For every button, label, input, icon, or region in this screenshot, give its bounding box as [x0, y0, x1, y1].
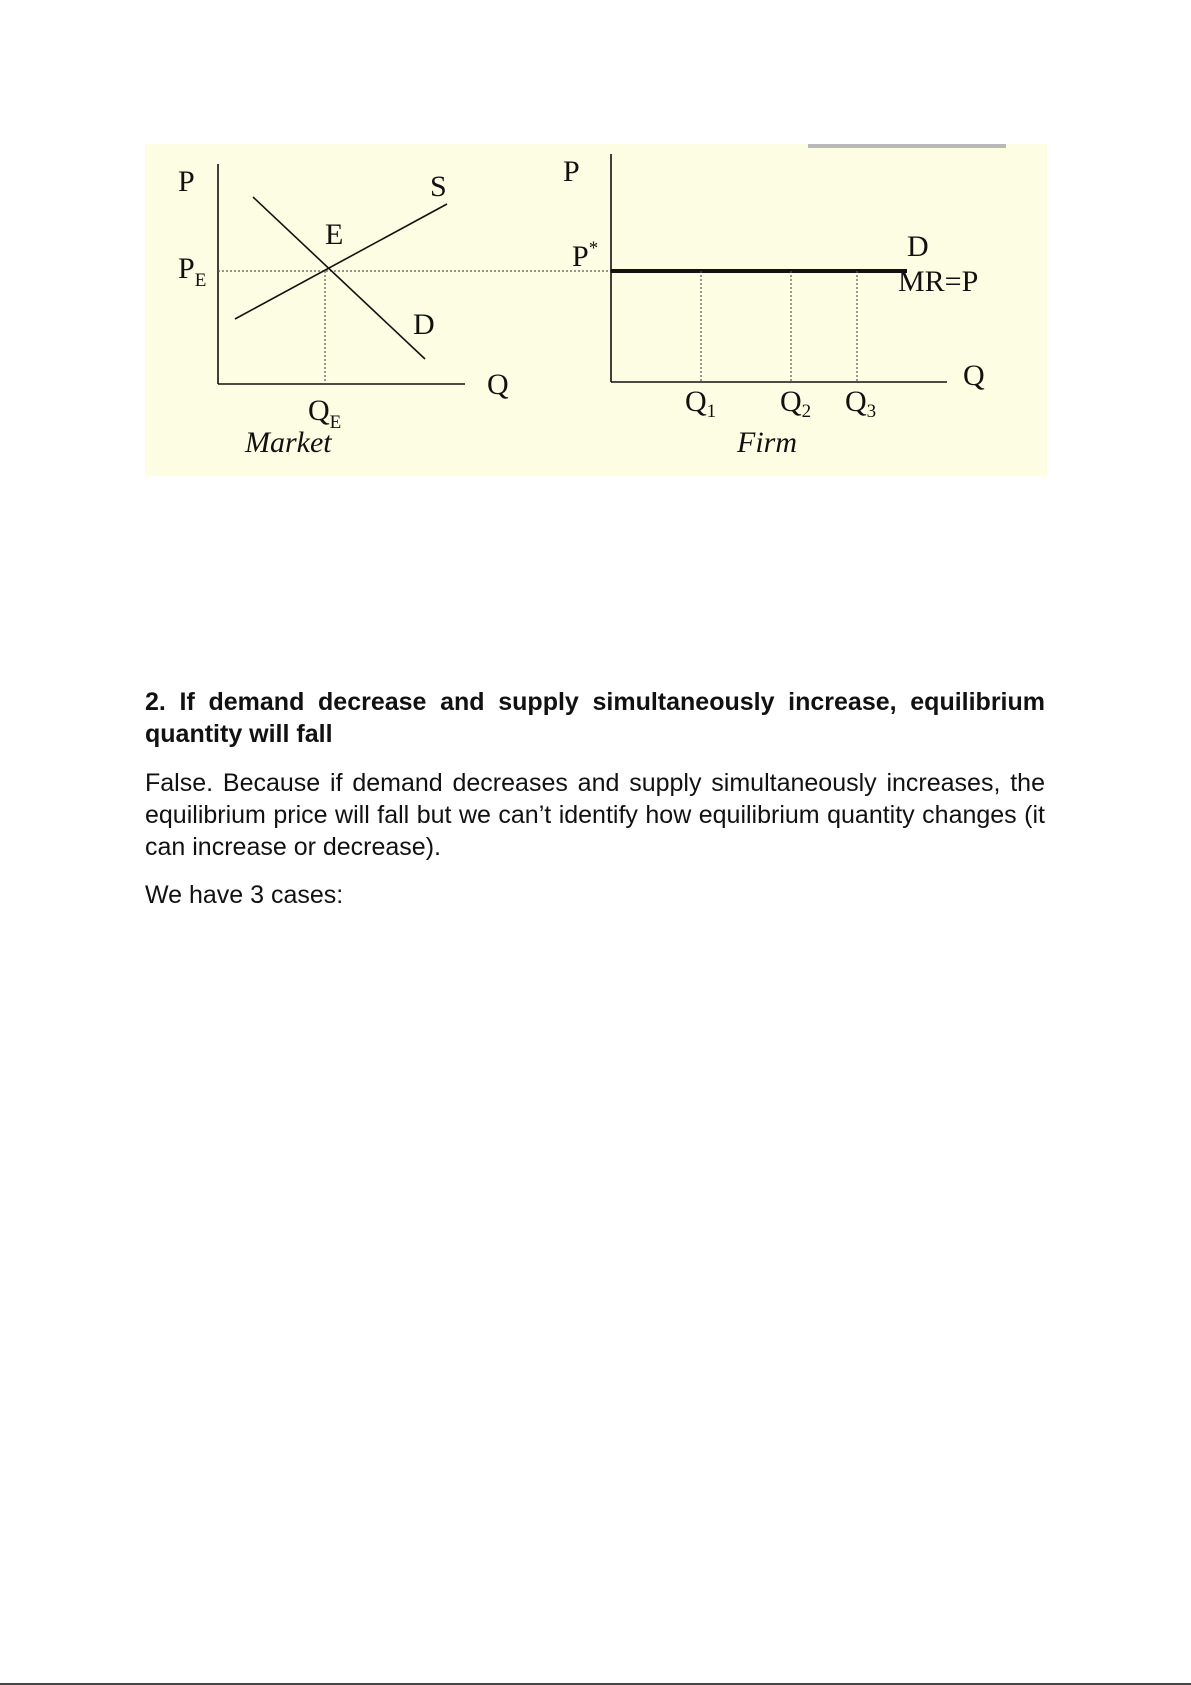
firm-demand-label: D — [907, 230, 929, 263]
market-firm-figure — [145, 144, 1047, 475]
market-qty-label: $Q_E$ — [308, 394, 342, 433]
market-supply-label: S — [430, 170, 447, 203]
market-demand-label: D — [413, 308, 435, 341]
firm-q3-label: $Q_3$ — [845, 385, 877, 422]
answer-paragraph: False. Because if demand decreases and supply simultaneously increases, the equilibrium price will fall but we can’t identify how equilibrium quantity changes (it can increase or decrease). — [145, 769, 1045, 861]
section-heading: 2. If demand decrease and supply simultaneously increase, equilibrium quantity will fall — [145, 688, 1045, 748]
market-firm-diagram — [145, 144, 1047, 475]
firm-mr-label: MR=P — [898, 265, 979, 298]
firm-p-axis-label: P — [563, 155, 580, 188]
firm-panel — [563, 154, 985, 459]
firm-q2-label: $Q_2$ — [780, 385, 812, 422]
market-p-axis-label: P — [178, 165, 195, 198]
firm-q-axis-label: Q — [963, 359, 985, 392]
market-caption: Market — [245, 426, 332, 459]
cases-intro: We have 3 cases: — [145, 881, 344, 909]
market-panel — [178, 164, 615, 459]
market-price-label: $P_E$ — [178, 252, 207, 291]
firm-price-label: P* — [572, 238, 599, 273]
firm-caption: Firm — [737, 426, 797, 459]
market-eq-label: E — [325, 218, 344, 251]
market-q-axis-label: Q — [487, 368, 509, 401]
scroll-indicator — [808, 144, 1006, 148]
firm-q1-label: $Q_1$ — [685, 385, 717, 422]
